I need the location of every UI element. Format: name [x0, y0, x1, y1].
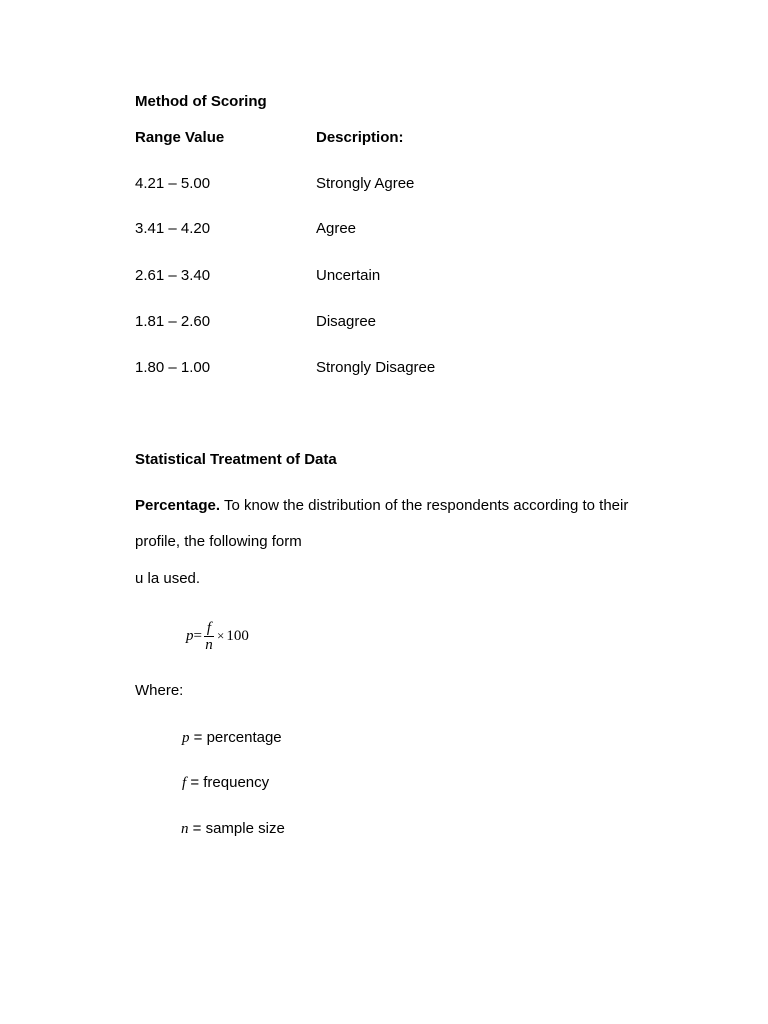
definition-text: = frequency	[186, 774, 270, 791]
paragraph-text: To know the distribution of the respondents according to their	[220, 497, 629, 514]
definition-item	[182, 729, 282, 747]
range-value: 1.80 – 1.00	[135, 359, 211, 376]
range-description: Uncertain	[316, 267, 381, 284]
formula-fraction	[204, 620, 214, 653]
section-title-statistics: Statistical Treatment of Data	[135, 451, 337, 468]
range-value: 2.61 – 3.40	[135, 267, 211, 284]
percentage-formula	[186, 616, 249, 656]
range-description: Strongly Agree	[316, 175, 415, 192]
section-title-scoring: Method of Scoring	[135, 93, 267, 110]
where-label: Where:	[135, 682, 184, 699]
definition-item	[182, 774, 269, 792]
range-value: 4.21 – 5.00	[135, 175, 211, 192]
definition-symbol: p	[182, 730, 190, 746]
paragraph-line: profile, the following form	[135, 533, 302, 550]
range-description: Strongly Disagree	[316, 359, 436, 376]
paragraph-line	[135, 497, 628, 515]
formula-equals: =	[193, 627, 202, 644]
definition-text: = percentage	[189, 729, 282, 746]
definition-symbol: f	[182, 775, 187, 791]
range-description: Agree	[316, 220, 357, 237]
column-header-range: Range Value	[135, 129, 225, 146]
formula-numerator: f	[206, 619, 212, 636]
formula-lhs: p	[186, 627, 194, 644]
paragraph-line: u la used.	[135, 570, 201, 587]
range-value: 1.81 – 2.60	[135, 313, 211, 330]
formula-denominator: n	[205, 636, 213, 653]
paragraph-label: Percentage.	[135, 497, 221, 514]
definition-symbol: n	[181, 821, 189, 837]
definition-text: = sample size	[188, 820, 285, 837]
range-value: 3.41 – 4.20	[135, 220, 211, 237]
formula-factor: 100	[226, 627, 249, 644]
column-header-description: Description:	[316, 129, 404, 146]
definition-item	[181, 820, 285, 838]
formula-times: ×	[216, 628, 225, 643]
range-description: Disagree	[316, 313, 377, 330]
